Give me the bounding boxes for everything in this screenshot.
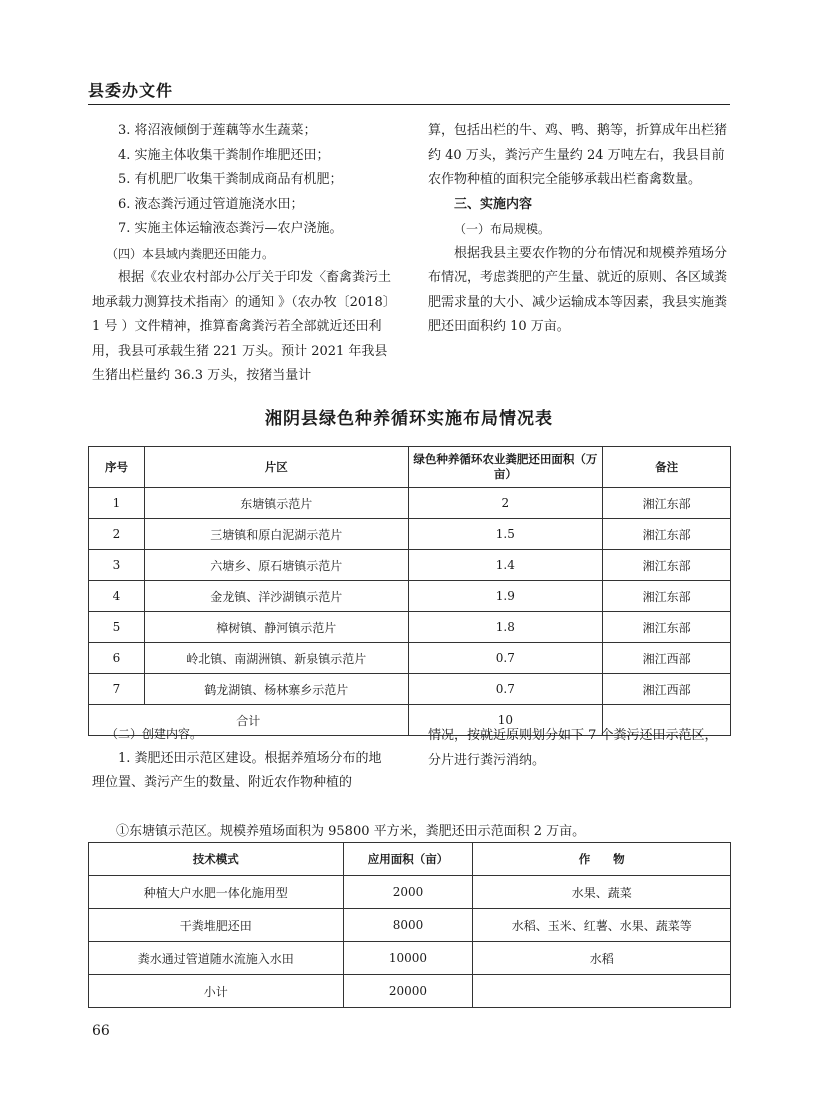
document-header: 县委办文件	[88, 81, 174, 100]
table-row	[89, 612, 731, 643]
header-cell: 备注	[603, 447, 731, 488]
table-cell: 湘江东部	[603, 519, 731, 550]
header-cell: 作 物	[473, 843, 731, 876]
table-cell: 岭北镇、南湖洲镇、新泉镇示范片	[144, 643, 408, 674]
header-cell: 绿色种养循环农业粪肥还田面积（万亩）	[408, 447, 603, 488]
table-row	[89, 488, 731, 519]
table-cell: 1.5	[408, 519, 603, 550]
table-cell: 1.4	[408, 550, 603, 581]
table-cell: 2	[89, 519, 145, 550]
table-row	[89, 942, 731, 975]
table-row	[89, 581, 731, 612]
table-cell: 六塘乡、原石塘镇示范片	[144, 550, 408, 581]
list-item: 5. 有机肥厂收集干粪制成商品有机肥；	[118, 172, 343, 187]
table-cell: 鹤龙湖镇、杨林寨乡示范片	[144, 674, 408, 705]
table-cell: 20000	[343, 975, 473, 1008]
table-subtotal-row	[89, 975, 731, 1008]
table-cell: 水稻	[473, 942, 731, 975]
body-paragraph: 根据《农业农村部办公厅关于印发〈畜禽粪污土地承载力测算技术指南〉的通知 》（农办牧〔2018〕1 号 ）文件精神，推算畜禽粪污若全部就近还田利用，我县可承载生猪 221 万头。预计 2021 年我县生猪出栏量约 36.3 万头，按猪当量计	[92, 270, 392, 383]
table-row	[89, 643, 731, 674]
layout-table	[88, 446, 731, 736]
subheading: （四）本县域内粪肥还田能力。	[106, 246, 275, 261]
subheading: （二）创建内容。	[106, 727, 203, 741]
table-cell: 10000	[343, 942, 473, 975]
demo-area-note: ①东塘镇示范区。规模养殖场面积为 95800 平方米，粪肥还田示范面积 2 万亩。	[116, 824, 586, 839]
right-column	[428, 119, 730, 340]
table-title: 湘阴县绿色种养循环实施布局情况表	[265, 409, 553, 429]
table-cell: 湘江东部	[603, 581, 731, 612]
body-paragraph: 1. 粪肥还田示范区建设。根据养殖场分布的地理位置、粪污产生的数量、附近农作物种植的	[92, 750, 382, 790]
table-row	[89, 876, 731, 909]
table-cell: 三塘镇和原白泥湖示范片	[144, 519, 408, 550]
table-row	[89, 674, 731, 705]
table-cell: 2000	[343, 876, 473, 909]
table-cell	[473, 975, 731, 1008]
subheading: （一）布局规模。	[454, 222, 551, 236]
demo-area-table	[88, 842, 731, 1008]
body-paragraph: 情况，按就近原则划分如下 7 个粪污还田示范区，分片进行粪污消纳。	[428, 728, 718, 768]
table-cell: 1	[89, 488, 145, 519]
header-cell: 片区	[144, 447, 408, 488]
total-label-cell: 合计	[89, 705, 409, 736]
table-cell: 水稻、玉米、红薯、水果、蔬菜等	[473, 909, 731, 942]
table-cell: 干粪堆肥还田	[89, 909, 344, 942]
table-cell: 6	[89, 643, 145, 674]
table-cell: 7	[89, 674, 145, 705]
body-paragraph: 根据我县主要农作物的分布情况和规模养殖场分布情况，考虑粪肥的产生量、就近的原则、各区域粪肥需求量的大小、减少运输成本等因素，我县实施粪肥还田面积约 10 万亩。	[428, 245, 728, 334]
table-cell: 3	[89, 550, 145, 581]
table-row	[89, 550, 731, 581]
lower-left-column	[92, 722, 392, 796]
table-cell: 湘江东部	[603, 550, 731, 581]
list-item: 3. 将沼液倾倒于莲藕等水生蔬菜；	[118, 123, 317, 138]
table-cell: 水果、蔬菜	[473, 876, 731, 909]
table-cell: 1.9	[408, 581, 603, 612]
table-cell: 2	[408, 488, 603, 519]
table-cell: 5	[89, 612, 145, 643]
table-header-row	[89, 843, 731, 876]
table-cell: 4	[89, 581, 145, 612]
lower-right-column	[428, 724, 730, 773]
total-value-cell: 10	[408, 705, 603, 736]
body-paragraph: 算，包括出栏的牛、鸡、鸭、鹅等，折算成年出栏猪约 40 万头，粪污产生量约 24 万吨左右，我县目前农作物种植的面积完全能够承载出栏畜禽数量。	[428, 123, 728, 187]
table-cell: 8000	[343, 909, 473, 942]
list-item: 4. 实施主体收集干粪制作堆肥还田；	[118, 147, 330, 163]
page-number: 66	[92, 1023, 110, 1039]
table-cell: 湘江东部	[603, 488, 731, 519]
table-cell: 东塘镇示范片	[144, 488, 408, 519]
list-item: 6. 液态粪污通过管道施浇水田；	[118, 196, 304, 212]
table-cell: 小计	[89, 975, 344, 1008]
table-row	[89, 909, 731, 942]
table-cell: 湘江西部	[603, 643, 731, 674]
table-cell: 0.7	[408, 674, 603, 705]
list-item: 7. 实施主体运输液态粪污—农户浇施。	[118, 221, 343, 236]
table-cell: 1.8	[408, 612, 603, 643]
table-row	[89, 519, 731, 550]
table-cell: 粪水通过管道随水流施入水田	[89, 942, 344, 975]
table-cell: 种植大户水肥一体化施用型	[89, 876, 344, 909]
header-cell: 序号	[89, 447, 145, 488]
table-cell: 0.7	[408, 643, 603, 674]
header-cell: 应用面积（亩）	[343, 843, 473, 876]
table-cell: 湘江东部	[603, 612, 731, 643]
table-cell: 金龙镇、洋沙湖镇示范片	[144, 581, 408, 612]
header-cell: 技术模式	[89, 843, 344, 876]
section-heading: 三、实施内容	[454, 196, 533, 212]
table-header-row	[89, 447, 731, 488]
header-rule	[88, 104, 730, 105]
table-cell: 樟树镇、静河镇示范片	[144, 612, 408, 643]
table-cell: 湘江西部	[603, 674, 731, 705]
left-column	[92, 119, 392, 389]
